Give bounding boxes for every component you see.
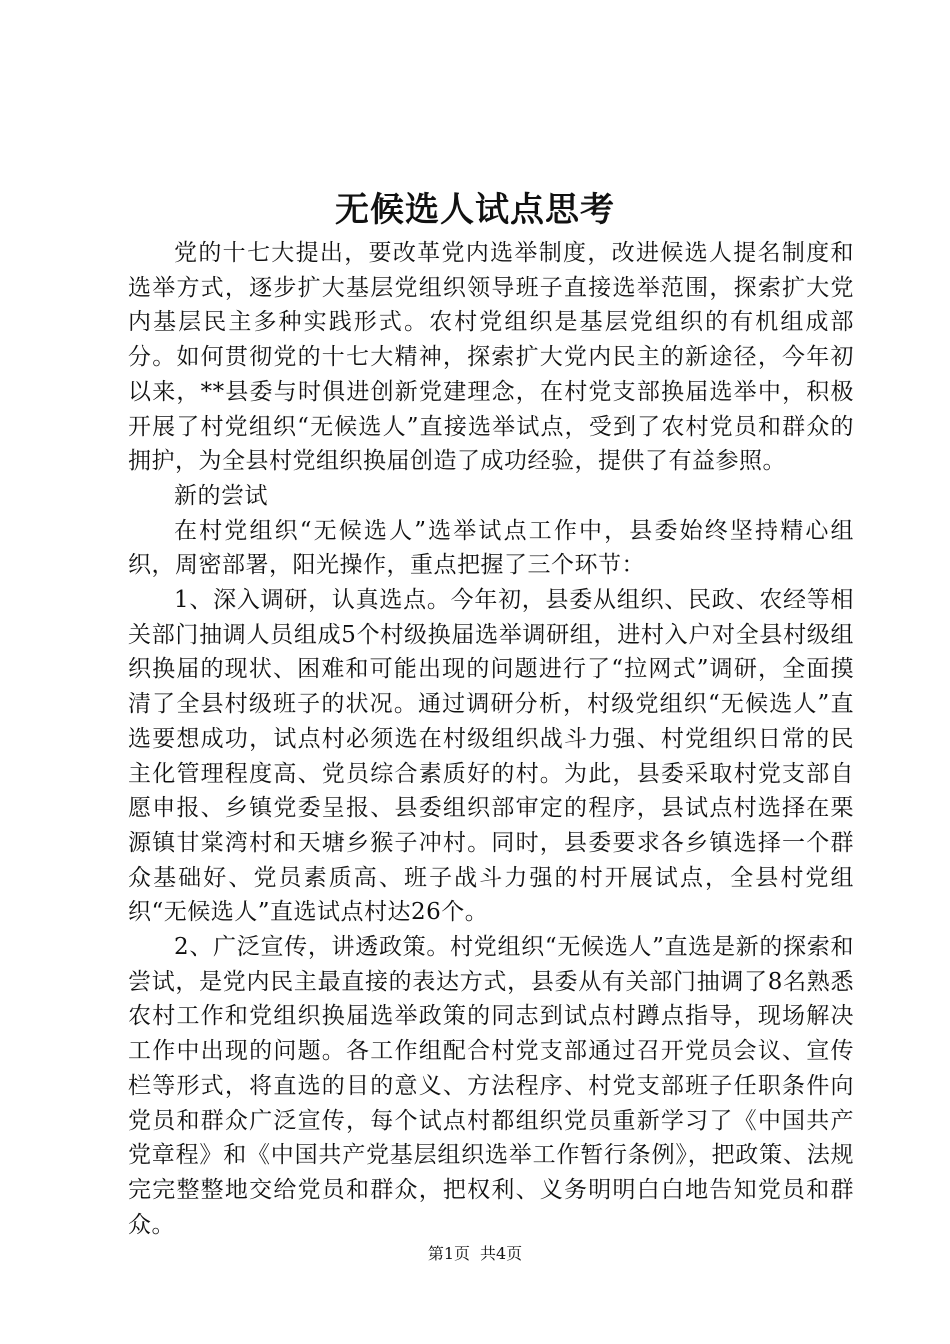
page-total: 共4页 <box>480 1244 523 1263</box>
document-body <box>128 236 854 1242</box>
section-heading: 新的尝试 <box>174 482 268 509</box>
page-footer <box>0 1244 950 1264</box>
paragraph-step-2: 2、广泛宣传，讲透政策。村党组织“无候选人”直选是新的探索和尝试，是党内民主最直接的表达方式，县委从有关部门抽调了8名熟悉农村工作和党组织换届选举政策的同志到试点村蹲点指导，现场解决工作中出现的问题。各工作组配合村党支部通过召开党员会议、宣传栏等形式，将直选的目的意义、方法程序、村党支部班子任职条件向党员和群众广泛宣传，每个试点村都组织党员重新学习了《中国共产党章程》和《中国共产党基层组织选举工作暂行条例》，把政策、法规完完整整地交给党员和群众，把权利、义务明明白白地告知党员和群众。 <box>128 934 854 1238</box>
paragraph-intro: 党的十七大提出，要改革党内选举制度，改进候选人提名制度和选举方式，逐步扩大基层党组织领导班子直接选举范围，探索扩大党内基层民主多种实践形式。农村党组织是基层党组织的有机组成部分。如何贯彻党的十七大精神，探索扩大党内民主的新途径，今年初以来，**县委与时俱进创新党建理念，在村党支部换届选举中，积极开展了村党组织“无候选人”直接选举试点，受到了农村党员和群众的拥护，为全县村党组织换届创造了成功经验，提供了有益参照。 <box>128 240 854 475</box>
paragraph-overview: 在村党组织“无候选人”选举试点工作中，县委始终坚持精心组织，周密部署，阳光操作，重点把握了三个环节： <box>128 517 854 579</box>
paragraph-step-1: 1、深入调研，认真选点。今年初，县委从组织、民政、农经等相关部门抽调人员组成5个村级换届选举调研组，进村入户对全县村级组织换届的现状、困难和可能出现的问题进行了“拉网式”调研，全面摸清了全县村级班子的状况。通过调研分析，村级党组织“无候选人”直选要想成功，试点村必须选在村级组织战斗力强、村党组织日常的民主化管理程度高、党员综合素质好的村。为此，县委采取村党支部自愿申报、乡镇党委呈报、县委组织部审定的程序，县试点村选择在栗源镇甘棠湾村和天塘乡猴子冲村。同时，县委要求各乡镇选择一个群众基础好、党员素质高、班子战斗力强的村开展试点，全县村党组织“无候选人”直选试点村达26个。 <box>128 587 854 926</box>
page-number: 第1页 <box>427 1244 470 1263</box>
document-title: 无候选人试点思考 <box>335 190 615 230</box>
